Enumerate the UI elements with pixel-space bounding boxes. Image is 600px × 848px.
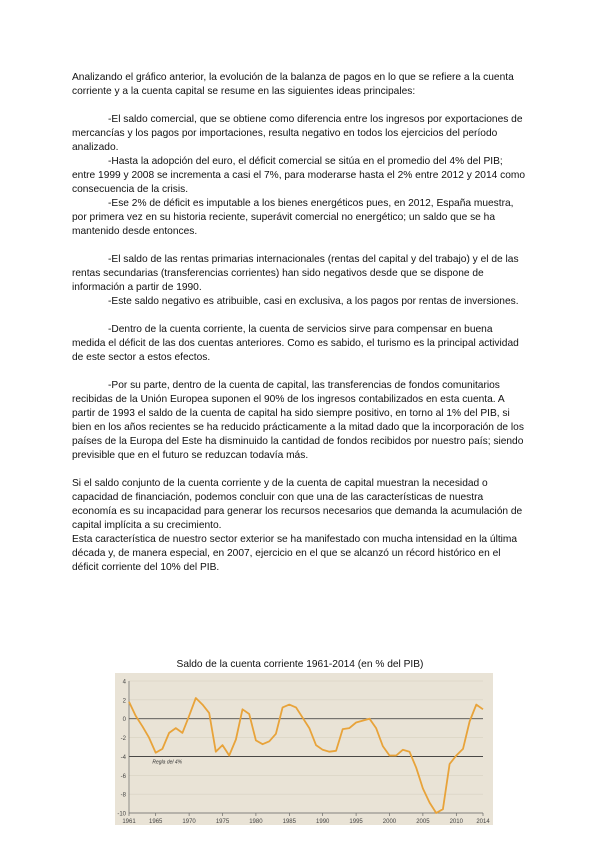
- y-tick-label: -2: [120, 736, 126, 743]
- y-tick-label: -4: [120, 754, 126, 761]
- intro-paragraph: Analizando el gráfico anterior, la evolución de la balanza de pagos en lo que se refiere a la cuenta corriente y a la cuenta capital se resume en las siguientes ideas principales:: [72, 72, 514, 97]
- conclusion-paragraph-2: Esta característica de nuestro sector exterior se ha manifestado con mucha intensidad en la última década y, de manera especial, en 2007, ejercicio en el que se alcanzó un récord histórico en el déficit corriente del 10% del PIB.: [72, 534, 518, 573]
- bullet-trade-deficit: -Hasta la adopción del euro, el déficit comercial se sitúa en el promedio del 4% del PIB; entre 1999 y 2008 se incrementa a casi el 7%, para moderarse hasta el 2% entre 2012 y 2014 como consecuencia de la crisis.: [72, 156, 526, 195]
- bullet-capital-account: -Por su parte, dentro de la cuenta de capital, las transferencias de fondos comunitarios recibidas de la Unión Europea suponen el 90% de los ingresos contabilizados en esta cuenta. A partir de 1993 el saldo de la cuenta de capital ha sido siempre positivo, en torno al 1% del PIB, si bien en los años recientes se ha reducido prácticamente a la mitad dado que la incorporación de los países de la Europa del Este ha disminuido la cantidad de fondos recibidos por nuestro país; siendo previsible que en el futuro se reduzcan todavía más.: [72, 380, 524, 461]
- x-tick-label: 1990: [316, 819, 330, 825]
- x-tick-label: 1970: [182, 819, 196, 825]
- body-text: [72, 71, 528, 575]
- x-tick-label: 2014: [476, 819, 490, 825]
- series-line: [129, 698, 483, 813]
- y-tick-label: -10: [117, 811, 126, 818]
- reference-line-label: Regla del 4%: [152, 759, 183, 766]
- chart-svg: [115, 673, 493, 825]
- x-tick-label: 1961: [122, 819, 136, 825]
- x-tick-label: 2010: [449, 819, 463, 825]
- x-tick-label: 1985: [282, 819, 296, 825]
- y-tick-label: 2: [122, 698, 126, 705]
- y-tick-label: -6: [120, 773, 126, 780]
- y-tick-label: -8: [120, 792, 126, 799]
- bullet-services: -Dentro de la cuenta corriente, la cuenta de servicios sirve para compensar en buena medida el déficit de las dos cuentas anteriores. Como es sabido, el turismo es la principal actividad de este sector a estos efectos.: [72, 324, 519, 363]
- x-tick-label: 1965: [149, 819, 163, 825]
- y-tick-label: 4: [122, 679, 126, 686]
- conclusion-paragraph-1: Si el saldo conjunto de la cuenta corriente y de la cuenta de capital muestran la necesidad o capacidad de financiación, podemos concluir con que una de las características de nuestra economía es su incapacidad para generar los recursos necesarios que demanda la acumulación de capital implícita a su crecimiento.: [72, 478, 523, 531]
- bullet-energy-deficit: -Ese 2% de déficit es imputable a los bienes energéticos pues, en 2012, España muestra, por primera vez en su historia reciente, superávit comercial no energético; un saldo que se ha mantenido desde entonces.: [72, 198, 514, 237]
- x-tick-label: 1975: [215, 819, 230, 825]
- chart-image: [115, 673, 493, 825]
- bullet-primary-income: -El saldo de las rentas primarias internacionales (rentas del capital y del trabajo) y el de las rentas secundarias (transferencias corrientes) han sido negativos desde que se dispone de información a partir de 1990.: [72, 254, 519, 293]
- bullet-trade-balance: -El saldo comercial, que se obtiene como diferencia entre los ingresos por exportaciones de mercancías y los pagos por importaciones, resulta negativo en todos los ejercicios del período analizado.: [72, 114, 523, 153]
- x-tick-label: 2005: [416, 819, 430, 825]
- x-tick-label: 1980: [249, 819, 263, 825]
- x-tick-label: 2000: [382, 819, 397, 825]
- chart-title: Saldo de la cuenta corriente 1961-2014 (en % del PIB): [176, 659, 424, 670]
- x-tick-label: 1995: [349, 819, 363, 825]
- bullet-investment-income: -Este saldo negativo es atribuible, casi en exclusiva, a los pagos por rentas de inversiones.: [108, 296, 519, 307]
- y-tick-label: 0: [122, 717, 126, 724]
